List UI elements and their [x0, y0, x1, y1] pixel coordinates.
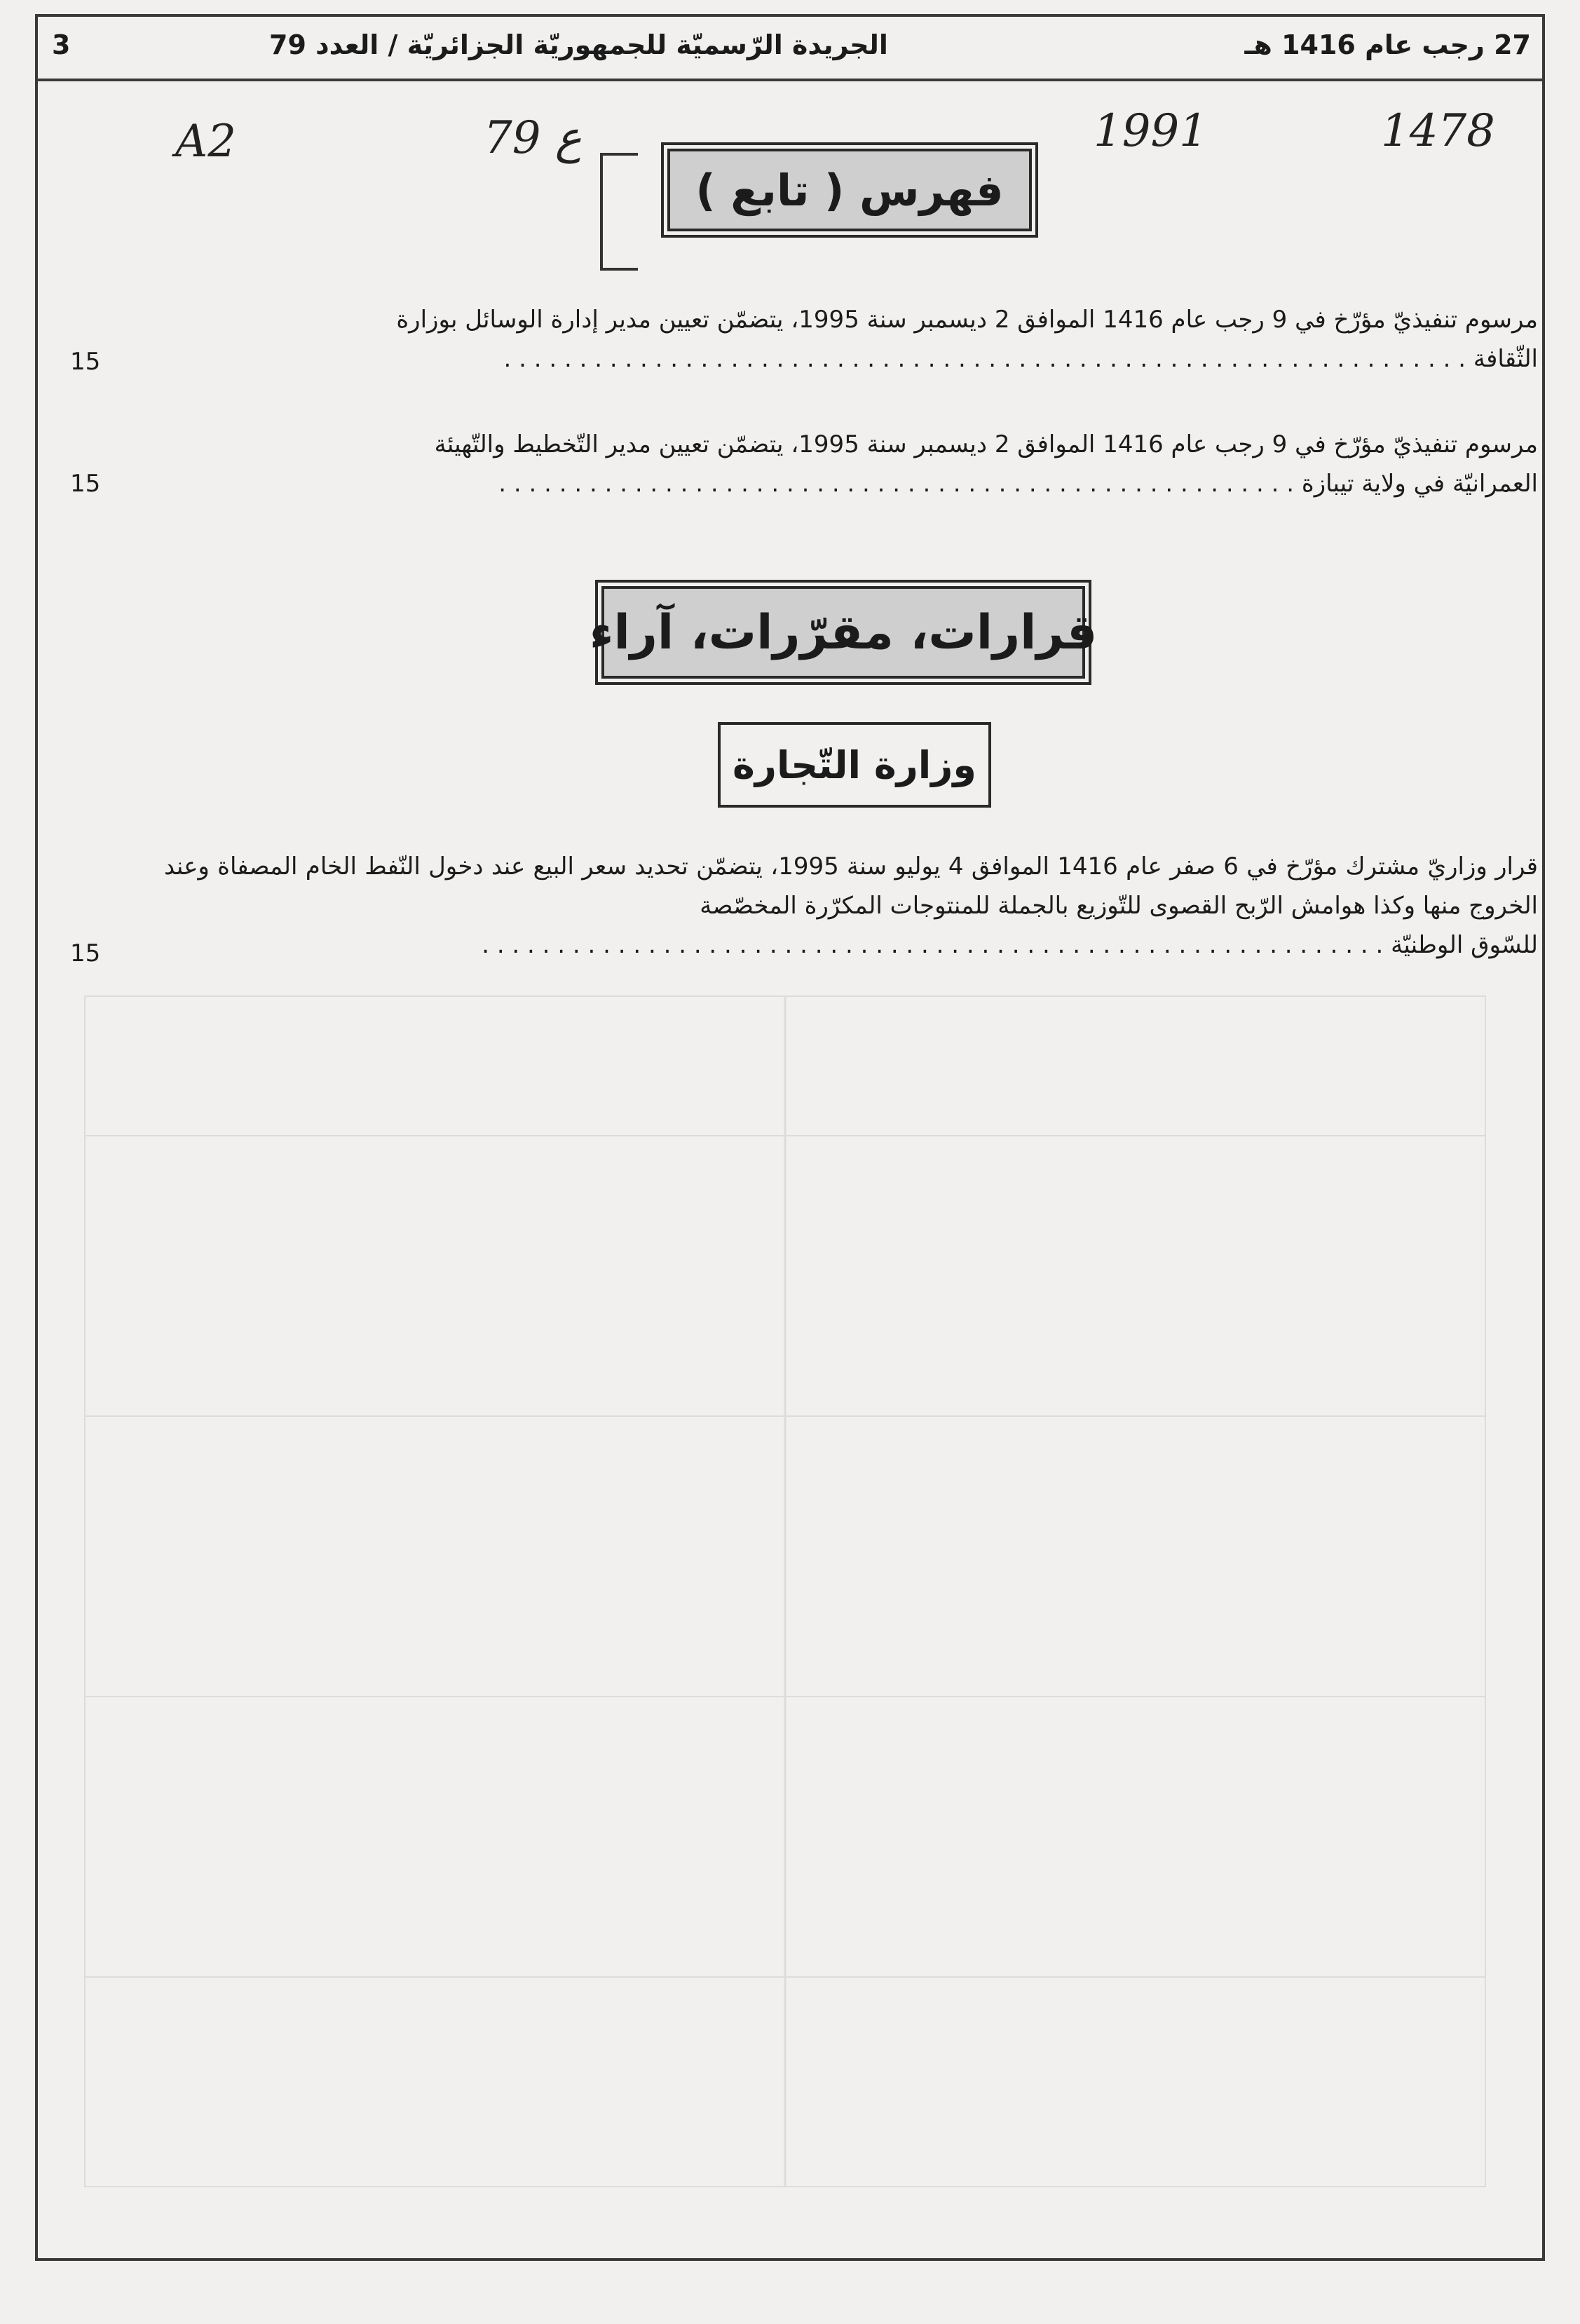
- gazette-header: [38, 17, 1542, 81]
- index-entry-1: [164, 300, 1538, 379]
- index-entry-2-page: 15: [70, 470, 101, 498]
- index-entry-1-text: مرسوم تنفيذيّ مؤرّخ في 9 رجب عام 1416 الموافق 2 ديسمبر سنة 1995، يتضمّن تعيين مدير إدارة الوسائل بوزارة: [396, 306, 1538, 334]
- header-page-number: 3: [52, 29, 71, 60]
- decision-entry-1-page: 15: [70, 939, 101, 967]
- handwritten-bracket: [600, 153, 638, 271]
- index-entry-2-text: مرسوم تنفيذيّ مؤرّخ في 9 رجب عام 1416 الموافق 2 ديسمبر سنة 1995، يتضمّن تعيين مدير التّخطيط والتّهيئة: [434, 430, 1538, 458]
- decision-entry-1-leader: للسّوق الوطنيّة . . . . . . . . . . . . . . . . . . . . . . . . . . . . . . . . . . . . . . . . . . . . . . . . . . . . . . . . . . . .: [482, 931, 1538, 959]
- handwritten-a2: A2: [175, 116, 236, 168]
- handwritten-issue-mark: 79 ع: [484, 112, 582, 164]
- decision-entry-1: [164, 847, 1538, 965]
- index-entry-1-page: 15: [70, 348, 101, 376]
- decision-entry-1-text: قرار وزاريّ مشترك مؤرّخ في 6 صفر عام 1416 الموافق 4 يوليو سنة 1995، يتضمّن تحديد سعر البيع عند دخول النّفط الخام المصفاة وعند الخروج منها وكذا هوامش الرّبح القصوى للتّوزيع بالجملة للمنتوجات المكرّرة المخصّصة: [164, 852, 1538, 920]
- index-entry-2-leader: العمرانيّة في ولاية تيبازة . . . . . . . . . . . . . . . . . . . . . . . . . . . . . . . . . . . . . . . . . . . . . . . . . . . . .: [498, 470, 1538, 498]
- handwritten-ref: 1478: [1381, 105, 1495, 157]
- handwritten-year: 1991: [1094, 105, 1208, 157]
- ministry-title: وزارة التّجارة: [718, 722, 991, 808]
- index-entry-1-leader: الثّقافة . . . . . . . . . . . . . . . . . . . . . . . . . . . . . . . . . . . . . . . . . . . . . . . . . . . . . . . . . . . . . . . .: [503, 345, 1538, 373]
- index-title: فهرس ( تابع ): [667, 149, 1032, 231]
- header-date: 27 رجب عام 1416 هـ: [1244, 29, 1531, 60]
- header-title: الجريدة الرّسميّة للجمهوريّة الجزائريّة / العدد 79: [269, 29, 888, 60]
- decisions-title: قرارات، مقرّرات، آراء: [601, 586, 1085, 679]
- index-entry-2: [164, 425, 1538, 503]
